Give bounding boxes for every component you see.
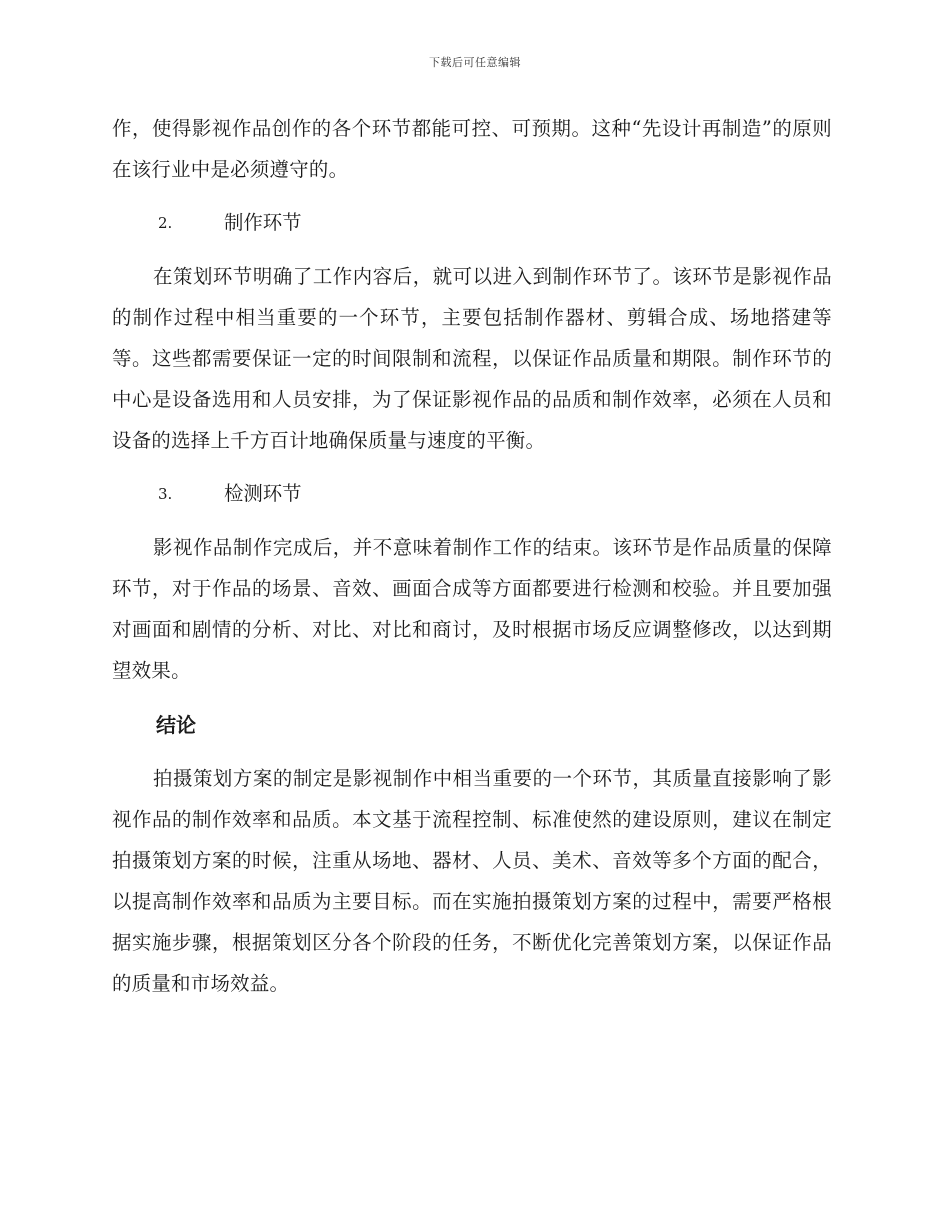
numbered-item-3 (112, 473, 832, 514)
paragraph-testing: 影视作品制作完成后，并不意味着制作工作的结束。该环节是作品质量的保障环节，对于作品的场景、音效、画面合成等方面都要进行检测和校验。并且要加强对画面和剧情的分析、对比、对比和商讨，及时根据市场反应调整修改，以达到期望效果。 (112, 536, 832, 682)
item-title: 检测环节 (224, 482, 302, 505)
paragraph-conclusion: 拍摄策划方案的制定是影视制作中相当重要的一个环节，其质量直接影响了影视作品的制作效率和品质。本文基于流程控制、标准使然的建设原则，建议在制定拍摄策划方案的时候，注重从场地、器材、人员、美术、音效等多个方面的配合，以提高制作效率和品质为主要目标。而在实施拍摄策划方案的过程中，需要严格根据实施步骤，根据策划区分各个阶段的任务，不断优化完善策划方案，以保证作品的质量和市场效益。 (112, 767, 832, 995)
numbered-item-2 (112, 202, 832, 243)
paragraph-production: 在策划环节明确了工作内容后，就可以进入到制作环节了。该环节是影视作品的制作过程中相当重要的一个环节，主要包括制作器材、剪辑合成、场地搭建等等。这些都需要保证一定的时间限制和流程，以保证作品质量和期限。制作环节的中心是设备选用和人员安排，为了保证影视作品的品质和制作效率，必须在人员和设备的选择上千方百计地确保质量与速度的平衡。 (112, 265, 832, 452)
document-body (112, 108, 832, 1004)
conclusion-heading: 结论 (156, 713, 196, 737)
item-number: 2. (158, 214, 173, 232)
paragraph-continuation: 作，使得影视作品创作的各个环节都能可控、可预期。这种“先设计再制造”的原则在该行业中是必须遵守的。 (112, 117, 832, 181)
item-title: 制作环节 (224, 211, 302, 234)
page-header: 下载后可任意编辑 (429, 56, 521, 69)
item-number: 3. (158, 485, 173, 503)
